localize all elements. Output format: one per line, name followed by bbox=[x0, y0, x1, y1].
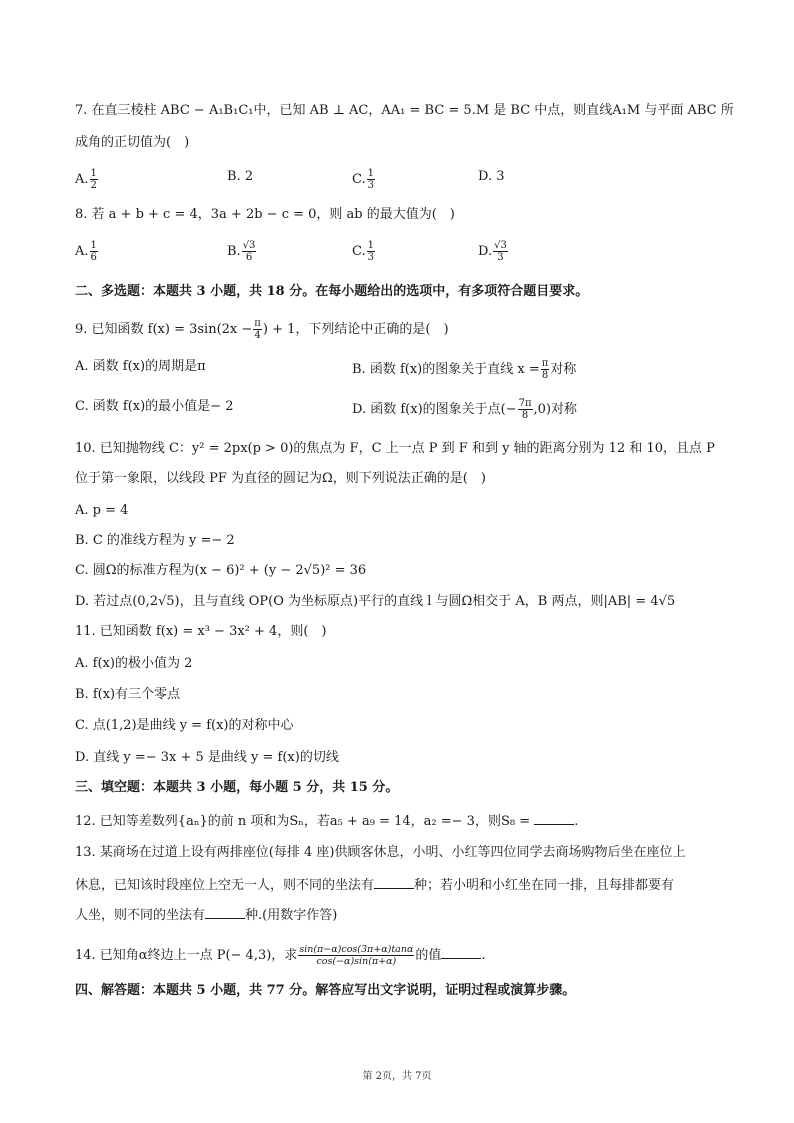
q9-options-row2 bbox=[75, 398, 735, 428]
q12-answer-blank[interactable] bbox=[534, 812, 574, 825]
q8-options bbox=[75, 240, 735, 270]
q9-option-a[interactable]: A. 函数 f(x)的周期是π bbox=[75, 359, 206, 374]
q10-option-d[interactable]: D. 若过点(0,2√5)，且与直线 OP(O 为坐标原点)平行的直线 l 与圆Ω相交于 A，B 两点，则|AB| = 4√5 bbox=[75, 594, 676, 609]
section-4-heading: 四、解答题：本题共 5 小题，共 77 分。解答应写出文字说明，证明过程或演算步骤。 bbox=[75, 983, 576, 998]
q11-option-d[interactable]: D. 直线 y =− 3x + 5 是曲线 y = f(x)的切线 bbox=[75, 750, 339, 765]
q9-option-c[interactable]: C. 函数 f(x)的最小值是− 2 bbox=[75, 399, 234, 414]
q11-option-b[interactable]: B. f(x)有三个零点 bbox=[75, 687, 181, 702]
q10-stem-line1: 10. 已知抛物线 C：y² = 2px(p > 0)的焦点为 F，C 上一点 P 到 F 和到 y 轴的距离分别为 12 和 10，且点 P bbox=[75, 441, 715, 456]
section-3-heading: 三、填空题：本题共 3 小题，每小题 5 分，共 15 分。 bbox=[75, 780, 399, 795]
q7-stem-line1: 7. 在直三棱柱 ABC − A₁B₁C₁中，已知 AB ⊥ AC，AA₁ = BC = 5.M 是 BC 中点，则直线A₁M 与平面 ABC 所 bbox=[75, 103, 734, 118]
q8-option-c[interactable]: C. $\frac{1}{3}$ bbox=[352, 240, 374, 263]
q7-option-a[interactable]: A. $\frac{1}{2}$ bbox=[75, 168, 97, 191]
q13-stem-line2: 休息，已知该时段座位上空无一人，则不同的坐法有 种；若小明和小红坐在同一排，且每排都要有 bbox=[75, 878, 675, 893]
q8-option-d[interactable]: D. $\frac{√3}{3}$ bbox=[478, 240, 507, 263]
q13-stem-line1: 13. 某商场在过道上设有两排座位(每排 4 座)供顾客休息，小明、小红等四位同学去商场购物后坐在座位上 bbox=[75, 845, 686, 860]
q7-option-c[interactable]: C. $\frac{1}{3}$ bbox=[352, 168, 374, 191]
q11-stem: 11. 已知函数 f(x) = x³ − 3x² + 4，则( ) bbox=[75, 624, 327, 639]
q7-option-d[interactable]: D. 3 bbox=[478, 169, 505, 184]
q13-stem-line3: 人坐，则不同的坐法有 种.(用数字作答) bbox=[75, 908, 338, 923]
q9-option-b[interactable]: B. 函数 f(x)的图象关于直线 x = $\frac{\pi}{8}$ 对称 bbox=[352, 358, 577, 381]
q9-options-row1 bbox=[75, 358, 735, 388]
q7-options bbox=[75, 168, 735, 198]
q10-stem-line2: 位于第一象限，以线段 PF 为直径的圆记为Ω，则下列说法正确的是( ) bbox=[75, 471, 486, 486]
q14-expression-fraction: $\frac{\sin(\pi-\alpha)\cos(3\pi+\alpha)\tan\alpha}{\cos(-\alpha)\sin(\pi+\alpha)}$ bbox=[299, 944, 414, 967]
q14-answer-blank[interactable] bbox=[441, 946, 481, 959]
q8-stem: 8. 若 a + b + c = 4，3a + 2b − c = 0，则 ab 的最大值为( ) bbox=[75, 207, 455, 222]
q8-option-a[interactable]: A. $\frac{1}{6}$ bbox=[75, 240, 97, 263]
q8-option-b[interactable]: B. $\frac{√3}{6}$ bbox=[227, 240, 256, 263]
q9-stem: 9. 已知函数 f(x) = 3sin(2x − $\frac{\pi}{4}$ ) + 1，下列结论中正确的是( ) bbox=[75, 318, 449, 341]
page-number-footer: 第 2页，共 7页 bbox=[362, 1071, 432, 1082]
q7-option-b[interactable]: B. 2 bbox=[227, 169, 254, 184]
q7-stem-line2: 成角的正切值为( ) bbox=[75, 135, 190, 150]
q13-answer-blank-1[interactable] bbox=[374, 876, 414, 889]
q13-answer-blank-2[interactable] bbox=[205, 906, 245, 919]
q12-stem: 12. 已知等差数列{aₙ}的前 n 项和为Sₙ，若a₅ + a₉ = 14，a₂ =− 3，则S₈ = . bbox=[75, 814, 579, 829]
q11-option-a[interactable]: A. f(x)的极小值为 2 bbox=[75, 656, 193, 671]
q7-a-fraction: $\frac{1}{2}$ bbox=[90, 168, 97, 191]
q7-c-fraction: $\frac{1}{3}$ bbox=[367, 168, 374, 191]
q10-option-c[interactable]: C. 圆Ω的标准方程为(x − 6)² + (y − 2√5)² = 36 bbox=[75, 563, 367, 578]
q11-option-c[interactable]: C. 点(1,2)是曲线 y = f(x)的对称中心 bbox=[75, 718, 294, 733]
q9-option-d[interactable]: D. 函数 f(x)的图象关于点(− $\frac{7\pi}{8}$ ,0)对称 bbox=[352, 398, 578, 421]
q10-option-b[interactable]: B. C 的准线方程为 y =− 2 bbox=[75, 533, 235, 548]
q14-stem: 14. 已知角α终边上一点 P(− 4,3)，求 $\frac{\sin(\pi-\alpha)\cos(3\pi+\alpha)\tan\alpha}{\cos(-\alpha)\sin(\pi+\alpha)}$ 的值 . bbox=[75, 944, 486, 967]
q10-option-a[interactable]: A. p = 4 bbox=[75, 503, 129, 518]
section-2-heading: 二、多选题：本题共 3 小题，共 18 分。在每小题给出的选项中，有多项符合题目要求。 bbox=[75, 284, 589, 299]
